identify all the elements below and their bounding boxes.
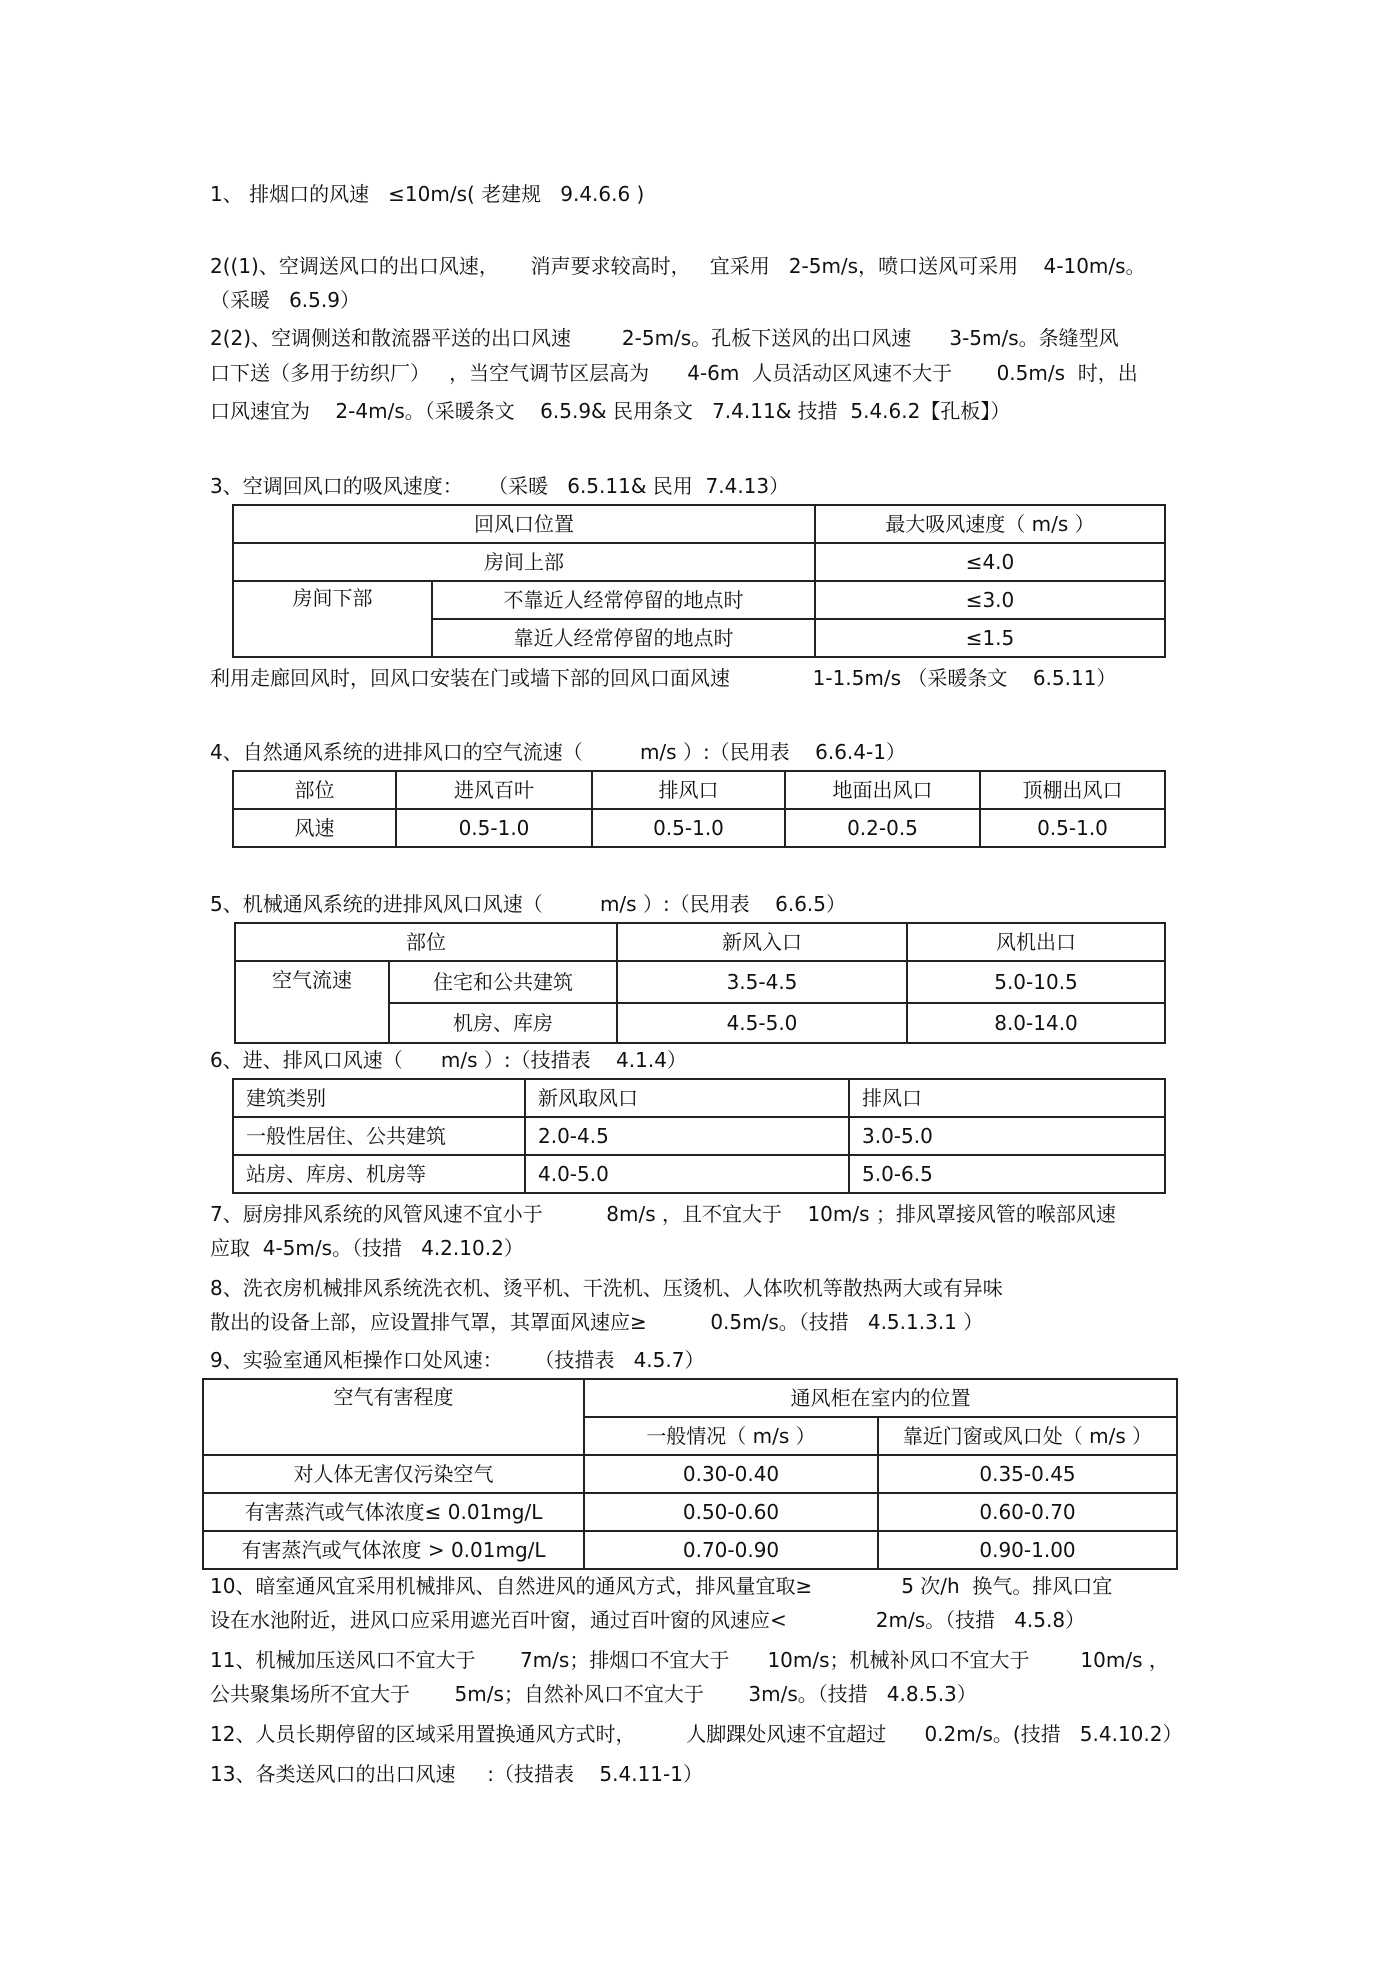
table-cell: 0.30-0.40: [584, 1455, 878, 1493]
item-11-line2: 公共聚集场所不宜大于 5m/s；自然补风口不宜大于 3m/s。（技措 4.8.5.3）: [210, 1682, 977, 1706]
table-cell: 0.70-0.90: [584, 1531, 878, 1569]
table-header: 部位: [235, 923, 617, 961]
table-header: 部位: [233, 771, 396, 809]
item-7-line2: 应取 4-5m/s。（技措 4.2.10.2）: [210, 1236, 524, 1260]
item-2-2-line2: 口下送（多用于纺织厂） ，当空气调节区层高为 4-6m 人员活动区风速不大于 0.5m/s 时，出: [210, 361, 1138, 385]
table-header: 新风入口: [617, 923, 907, 961]
table-cell: 0.5-1.0: [396, 809, 592, 847]
item-2-1-line1: 2((1)、空调送风口的出口风速， 消声要求较高时， 宜采用 2-5m/s，喷口送风可采用 4-10m/s。: [210, 254, 1146, 278]
table-cell: 空气流速: [235, 961, 389, 1043]
item-8-line1: 8、洗衣房机械排风系统洗衣机、烫平机、干洗机、压烫机、人体吹机等散热两大或有异味: [210, 1276, 1003, 1300]
item-6-heading: 6、进、排风口风速（ m/s ）:（技措表 4.1.4）: [210, 1048, 687, 1072]
table-cell: 机房、库房: [389, 1003, 617, 1043]
table-header: 最大吸风速度（ m/s ）: [815, 505, 1165, 543]
item-3-note: 利用走廊回风时，回风口安装在门或墙下部的回风口面风速 1-1.5m/s （采暖条文 6.5.11）: [210, 666, 1117, 690]
table-header: 回风口位置: [233, 505, 815, 543]
table-cell: 0.5-1.0: [980, 809, 1165, 847]
table-cell: 风速: [233, 809, 396, 847]
item-9-heading: 9、实验室通风柜操作口处风速： （技措表 4.5.7）: [210, 1348, 705, 1372]
table-cell: 0.2-0.5: [785, 809, 980, 847]
table-cell: ≤4.0: [815, 543, 1165, 581]
table-header: 一般情况（ m/s ）: [584, 1417, 878, 1455]
table-cell: 一般性居住、公共建筑: [233, 1117, 525, 1155]
table-cell: 0.5-1.0: [592, 809, 785, 847]
table-cell: 靠近人经常停留的地点时: [432, 619, 815, 657]
item-1: 1、 排烟口的风速 ≤10m/s( 老建规 9.4.6.6 ): [210, 182, 645, 206]
table-header: 建筑类别: [233, 1079, 525, 1117]
table-cell: ≤1.5: [815, 619, 1165, 657]
item-5-heading: 5、机械通风系统的进排风风口风速（ m/s ）:（民用表 6.6.5）: [210, 892, 846, 916]
item-12: 12、人员长期停留的区域采用置换通风方式时， 人脚踝处风速不宜超过 0.2m/s。(技措 5.4.10.2）: [210, 1722, 1183, 1746]
table-cell: 4.5-5.0: [617, 1003, 907, 1043]
table-cell: 8.0-14.0: [907, 1003, 1165, 1043]
table-header: 排风口: [849, 1079, 1165, 1117]
table-cell: 2.0-4.5: [525, 1117, 849, 1155]
table-cell: 有害蒸汽或气体浓度≤ 0.01mg/L: [203, 1493, 584, 1531]
table-natural-ventilation: [232, 770, 1166, 848]
item-2-1-line2: （采暖 6.5.9）: [210, 288, 360, 312]
table-cell: 0.35-0.45: [878, 1455, 1177, 1493]
table-cell: 住宅和公共建筑: [389, 961, 617, 1003]
item-8-line2: 散出的设备上部，应设置排气罩，其罩面风速应≥ 0.5m/s。（技措 4.5.1.3.1 ）: [210, 1310, 984, 1334]
table-cell: 3.5-4.5: [617, 961, 907, 1003]
item-10-line2: 设在水池附近，进风口应采用遮光百叶窗，通过百叶窗的风速应< 2m/s。（技措 4.5.8）: [210, 1608, 1086, 1632]
item-13: 13、各类送风口的出口风速 :（技措表 5.4.11-1）: [210, 1762, 703, 1786]
table-return-air-velocity: [232, 504, 1166, 658]
table-cell: 不靠近人经常停留的地点时: [432, 581, 815, 619]
table-cell: ≤3.0: [815, 581, 1165, 619]
item-7-line1: 7、厨房排风系统的风管风速不宜小于 8m/s ，且不宜大于 10m/s ；排风罩接风管的喉部风速: [210, 1202, 1116, 1226]
table-cell: 对人体无害仅污染空气: [203, 1455, 584, 1493]
item-3-heading: 3、空调回风口的吸风速度： （采暖 6.5.11& 民用 7.4.13）: [210, 474, 790, 498]
table-cell: 有害蒸汽或气体浓度 > 0.01mg/L: [203, 1531, 584, 1569]
item-4-heading: 4、自然通风系统的进排风口的空气流速（ m/s ）:（民用表 6.6.4-1）: [210, 740, 906, 764]
table-header: 靠近门窗或风口处（ m/s ）: [878, 1417, 1177, 1455]
table-cell: 房间上部: [233, 543, 815, 581]
table-header: 空气有害程度: [203, 1379, 584, 1455]
table-cell: 4.0-5.0: [525, 1155, 849, 1193]
table-header: 风机出口: [907, 923, 1165, 961]
table-cell: 0.50-0.60: [584, 1493, 878, 1531]
table-header: 顶棚出风口: [980, 771, 1165, 809]
table-header: 通风柜在室内的位置: [584, 1379, 1177, 1417]
table-cell: 5.0-10.5: [907, 961, 1165, 1003]
item-2-2-line3: 口风速宜为 2-4m/s。（采暖条文 6.5.9& 民用条文 7.4.11& 技措 5.4.6.2【孔板】）: [210, 399, 1011, 423]
table-cell: 房间下部: [233, 581, 432, 657]
item-11-line1: 11、机械加压送风口不宜大于 7m/s；排烟口不宜大于 10m/s；机械补风口不宜大于 10m/s ，: [210, 1648, 1169, 1672]
table-cell: 5.0-6.5: [849, 1155, 1165, 1193]
table-intake-exhaust: [232, 1078, 1166, 1194]
table-header: 进风百叶: [396, 771, 592, 809]
table-header: 新风取风口: [525, 1079, 849, 1117]
item-10-line1: 10、暗室通风宜采用机械排风、自然进风的通风方式，排风量宜取≥ 5 次/h 换气。排风口宜: [210, 1574, 1113, 1598]
table-cell: 站房、库房、机房等: [233, 1155, 525, 1193]
item-2-2-line1: 2(2)、空调侧送和散流器平送的出口风速 2-5m/s。孔板下送风的出口风速 3-5m/s。条缝型风: [210, 326, 1119, 350]
table-header: 地面出风口: [785, 771, 980, 809]
table-cell: 0.90-1.00: [878, 1531, 1177, 1569]
table-cell: 3.0-5.0: [849, 1117, 1165, 1155]
table-fume-hood: [202, 1378, 1178, 1570]
table-mechanical-ventilation: [234, 922, 1166, 1044]
table-cell: 0.60-0.70: [878, 1493, 1177, 1531]
table-header: 排风口: [592, 771, 785, 809]
